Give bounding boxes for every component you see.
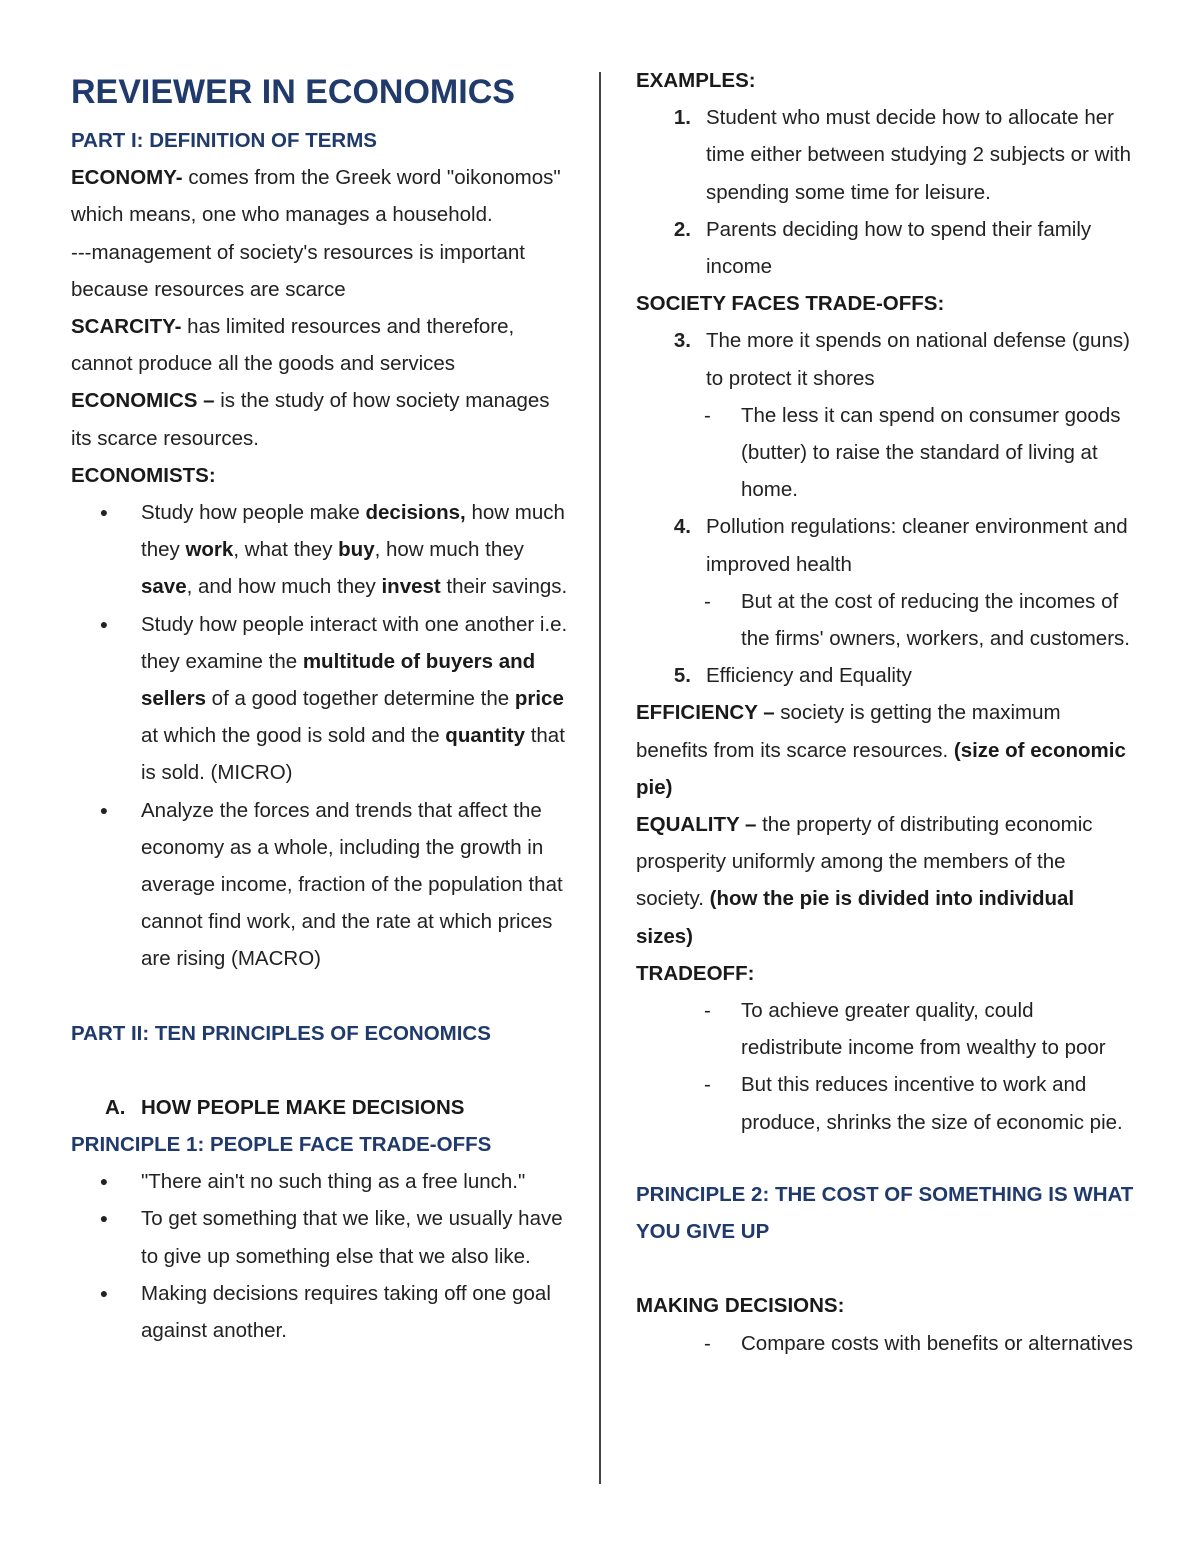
efficiency-term: EFFICIENCY – — [636, 701, 775, 725]
list-item — [71, 494, 571, 606]
section-a-heading — [71, 1089, 571, 1126]
spacer — [71, 1052, 571, 1089]
principle2-heading: PRINCIPLE 2: THE COST OF SOMETHING IS WHAT YOU GIVE UP — [636, 1182, 1134, 1244]
scarcity-term: SCARCITY- — [71, 315, 182, 339]
making-decisions-heading: MAKING DECISIONS: — [636, 1294, 845, 1318]
text: Efficiency and Equality — [706, 664, 912, 688]
item-number: 3. — [673, 329, 691, 353]
dash-item — [636, 397, 1136, 509]
text: Study how people make — [141, 501, 366, 525]
list-item — [71, 606, 571, 792]
management-note: ---management of society's resources is important because resources are scarce — [71, 240, 525, 301]
efficiency-note: (size of economic pie) — [636, 738, 1126, 799]
economy-term: ECONOMY- — [71, 166, 183, 190]
dash-marker: - — [704, 1331, 711, 1355]
text: But at the cost of reducing the incomes of the firms' owners, workers, and customers. — [741, 589, 1130, 651]
economics-term: ECONOMICS – — [71, 389, 215, 413]
text: Pollution regulations: cleaner environment and improved health — [706, 515, 1128, 576]
dash-marker: - — [704, 1073, 711, 1097]
equality-definition — [636, 806, 1136, 955]
dash-marker: - — [704, 589, 711, 613]
efficiency-definition — [636, 694, 1136, 806]
keyword: decisions, — [365, 501, 466, 525]
keyword: save — [141, 575, 187, 599]
part2-heading: PART II: TEN PRINCIPLES OF ECONOMICS — [71, 1021, 491, 1045]
text: that is sold. (MICRO) — [141, 724, 565, 785]
list-item — [636, 211, 1136, 285]
scarcity-def: has limited resources and therefore, cannot produce all the goods and services — [71, 315, 515, 376]
bullet-icon: ● — [99, 615, 109, 632]
text: Making decisions requires taking off one goal against another. — [141, 1281, 551, 1343]
text: Parents deciding how to spend their family income — [706, 217, 1092, 279]
text: Analyze the forces and trends that affect the economy as a whole, including the growth in average income, fraction of the population that cannot find work, and the rate at which prices are rising (MACRO) — [141, 798, 563, 971]
text: Compare costs with benefits or alternatives — [741, 1331, 1133, 1355]
dash-item — [636, 583, 1136, 657]
text: But this reduces incentive to work and produce, shrinks the size of economic pie. — [741, 1073, 1123, 1134]
text: , what they — [233, 538, 339, 562]
text: how much they — [141, 501, 565, 562]
text: The less it can spend on consumer goods (butter) to raise the standard of living at home. — [741, 403, 1121, 502]
dash-item — [636, 1325, 1136, 1362]
equality-def: the property of distributing economic prosperity uniformly among the members of the society. — [636, 813, 1093, 911]
dash-marker: - — [704, 999, 711, 1023]
item-number: 4. — [673, 515, 691, 539]
list-item — [71, 1200, 571, 1274]
tradeoff-heading: TRADEOFF: — [636, 961, 755, 985]
text: "There ain't no such thing as a free lunch." — [141, 1170, 526, 1194]
list-item — [71, 792, 571, 978]
text: their savings. — [440, 575, 568, 599]
economists-heading: ECONOMISTS: — [71, 463, 216, 487]
keyword: quantity — [445, 724, 526, 748]
part1-heading: PART I: DEFINITION OF TERMS — [71, 129, 377, 152]
dash-marker: - — [704, 403, 711, 427]
list-item — [636, 508, 1136, 582]
text: of a good together determine the — [205, 687, 515, 711]
keyword: multitude of buyers and sellers — [141, 649, 536, 711]
text: To achieve greater quality, could redistribute income from wealthy to poor — [741, 999, 1106, 1060]
scarcity-definition — [71, 308, 571, 382]
text: at which the good is sold and the — [141, 724, 446, 748]
keyword: work — [185, 538, 234, 562]
bullet-icon: ● — [99, 801, 109, 818]
keyword: invest — [381, 575, 441, 599]
bullet-icon: ● — [99, 1284, 109, 1301]
left-column — [71, 62, 571, 1349]
bullet-icon: ● — [99, 1210, 109, 1227]
society-heading: SOCIETY FACES TRADE-OFFS: — [636, 292, 945, 316]
keyword: price — [514, 687, 564, 711]
item-number: 5. — [673, 664, 691, 688]
text: To get something that we like, we usually have to give up something else that we also like. — [141, 1207, 563, 1268]
section-a-title: HOW PEOPLE MAKE DECISIONS — [141, 1095, 465, 1119]
list-item — [71, 1163, 571, 1200]
right-column — [636, 62, 1136, 1362]
list-item — [636, 99, 1136, 211]
text: , how much they — [374, 538, 524, 562]
column-divider — [599, 72, 601, 1484]
text: , and how much they — [186, 575, 382, 599]
spacer — [636, 1250, 1136, 1287]
efficiency-def: society is getting the maximum benefits from its scarce resources. — [636, 701, 1061, 762]
list-item — [636, 322, 1136, 396]
economy-def: comes from the Greek word "oikonomos" which means, one who manages a household. — [71, 166, 561, 227]
item-number: 2. — [673, 217, 691, 241]
spacer — [636, 1141, 1136, 1178]
economics-definition — [71, 382, 571, 456]
list-item — [71, 1275, 571, 1349]
keyword: buy — [338, 538, 375, 562]
equality-term: EQUALITY – — [636, 813, 757, 837]
economy-definition — [71, 159, 571, 233]
item-number: 1. — [673, 106, 691, 130]
section-a-marker: A. — [105, 1095, 126, 1119]
dash-item — [636, 1066, 1136, 1140]
document-title: REVIEWER IN ECONOMICS — [71, 73, 515, 111]
spacer — [71, 978, 571, 1015]
text: The more it spends on national defense (guns) to protect it shores — [706, 329, 1130, 390]
dash-item — [636, 992, 1136, 1066]
examples-heading: EXAMPLES: — [636, 69, 756, 92]
text: Student who must decide how to allocate her time either between studying 2 subjects or with spending some time for leisure. — [706, 106, 1132, 204]
bullet-icon: ● — [99, 504, 109, 521]
list-item — [636, 657, 1136, 694]
text: Study how people interact with one another i.e. they examine the — [141, 612, 568, 673]
equality-note: (how the pie is divided into individual sizes) — [636, 887, 1075, 948]
principle1-heading: PRINCIPLE 1: PEOPLE FACE TRADE-OFFS — [71, 1133, 492, 1157]
economics-def: is the study of how society manages its scarce resources. — [71, 389, 550, 450]
bullet-icon: ● — [99, 1173, 109, 1190]
